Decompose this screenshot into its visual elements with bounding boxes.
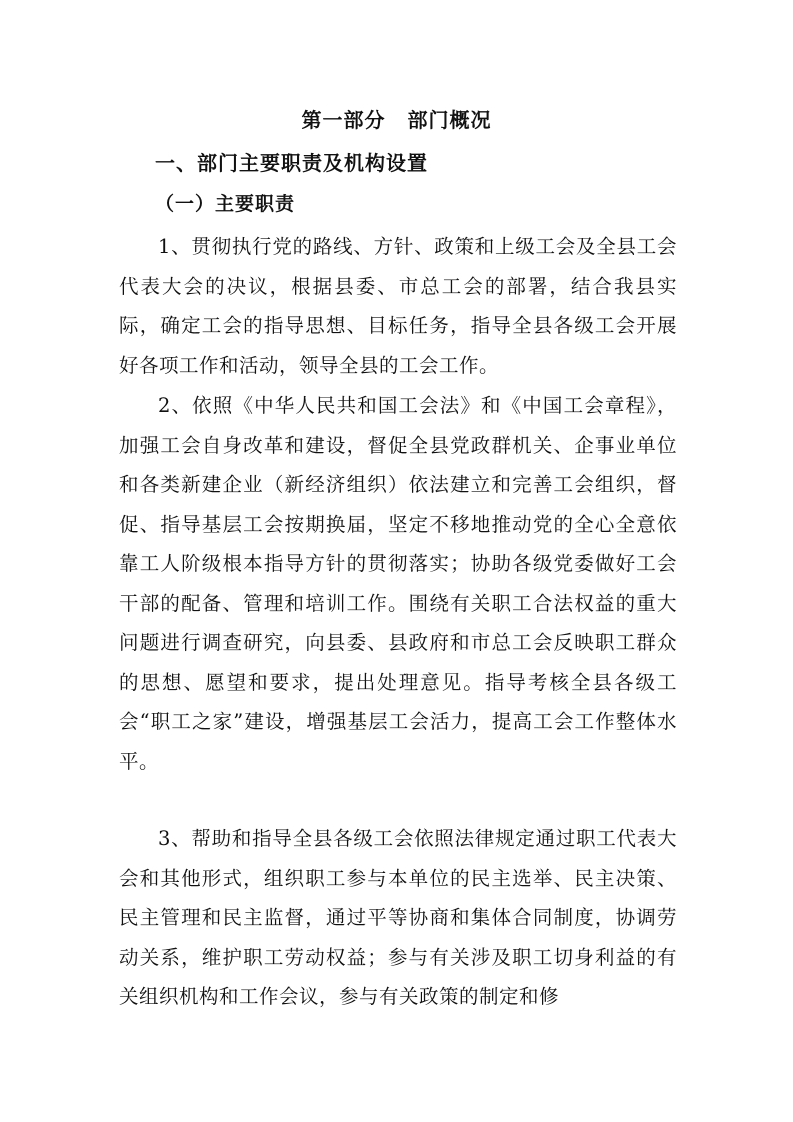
paragraph-3: 3、帮助和指导全县各级工会依照法律规定通过职工代表大会和其他形式，组织职工参与本单位的民主选举、民主决策、民主管理和民主监督，通过平等协商和集体合同制度，协调劳动关系，维护职工劳动权益；参与有关涉及职工切身利益的有关组织机构和工作会议，参与有关政策的制定和修 xyxy=(119,827,677,1008)
paragraph-2: 2、依照《中华人民共和国工会法》和《中国工会章程》，加强工会自身改革和建设，督促全县党政群机关、企事业单位和各类新建企业（新经济组织）依法建立和完善工会组织，督促、指导基层工会按期换届，坚定不移地推动党的全心全意依靠工人阶级根本指导方针的贯彻落实；协助各级党委做好工会干部的配备、管理和培训工作。围绕有关职工合法权益的重大问题进行调查研究，向县委、县政府和市总工会反映职工群众的思想、愿望和要求，提出处理意见。指导考核全县各级工会“职工之家”建设，增强基层工会活力，提高工会工作整体水平。 xyxy=(119,394,677,773)
title-part: 第一部分 xyxy=(301,108,386,132)
subsection-heading: （一）主要职责 xyxy=(155,193,296,215)
page-title xyxy=(0,104,793,133)
paragraph-1: 1、贯彻执行党的路线、方针、政策和上级工会及全县工会代表大会的决议，根据县委、市总工会的部署，结合我县实际，确定工会的指导思想、目标任务，指导全县各级工会开展好各项工作和活动，领导全县的工会工作。 xyxy=(119,235,677,377)
section-heading: 一、部门主要职责及机构设置 xyxy=(155,151,428,175)
title-name: 部门概况 xyxy=(407,108,492,132)
